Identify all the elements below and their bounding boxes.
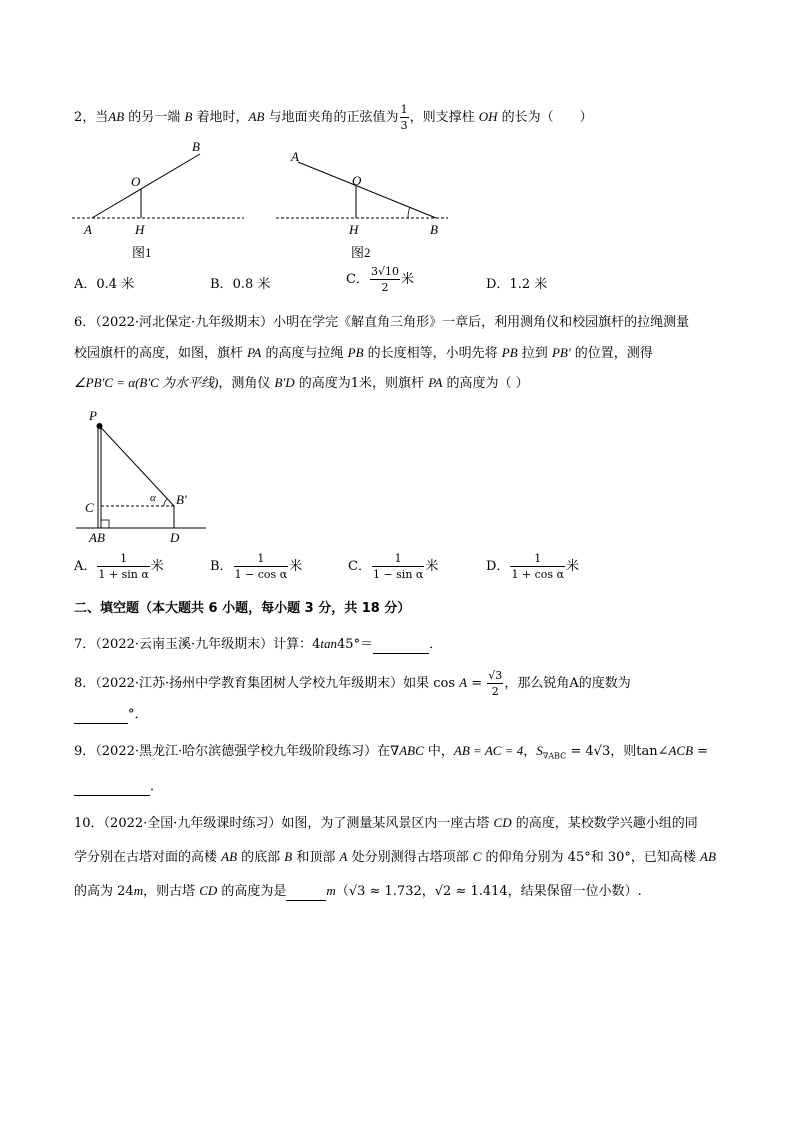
q6-line-1: 6．（2022·河北保定·九年级期末）小明在学完《解直角三角形》一章后，利用测角仪和校园旗杆的拉绳测量	[74, 315, 690, 330]
label-h: H	[135, 222, 145, 237]
segment-ab	[92, 154, 200, 218]
q10-line-2: 学分别在古塔对面的高楼 AB 的底部 B 和顶部 A 处分别测得古塔项部 C 的仰角分别为 45°和 30°，已知高楼 AB	[74, 849, 716, 865]
label-b: B	[192, 139, 200, 154]
q6-option-a[interactable]: A． $\frac{1}{\text{1 + sin α}}$ 米	[74, 552, 164, 581]
q5-figure-1	[68, 136, 258, 264]
label-alpha: α	[150, 492, 156, 504]
label-b: B	[430, 222, 438, 237]
fig2-caption: 图2	[351, 245, 371, 260]
q5-fraction: $\frac{1}{3}$	[400, 103, 408, 132]
label-h: H	[349, 222, 359, 237]
label-c: C	[85, 500, 94, 515]
label-o: O	[131, 174, 141, 189]
q8-line-1: 8．（2022·江苏·扬州中学教育集团树人学校九年级期末）如果 cos A = $\frac{√3}{2}$ ，那么锐角A的度数为	[74, 669, 631, 698]
q9-answer-blank[interactable]	[74, 781, 150, 796]
q6-line-2: 校园旗杆的高度，如图，旗杆 PA 的高度与拉绳 PB 的长度相等，小明先将 PB 拉到 PB' 的位置，测得	[74, 345, 653, 361]
q7-answer-blank[interactable]	[373, 639, 429, 654]
label-ab: AB	[89, 530, 105, 545]
right-angle-mark	[101, 520, 109, 528]
q5-figure-2	[272, 136, 462, 264]
q5-option-d[interactable]: D．1.2 米	[486, 277, 548, 292]
section-title: 二、填空题（本大题共 6 小题，每小题 3 分，共 18 分）	[74, 601, 411, 616]
angle-arc	[408, 207, 410, 218]
angle-arc	[164, 499, 167, 506]
q9-line-1: 9．（2022·黑龙江·哈尔滨德强学校九年级阶段练习）在∇ABC 中，AB = AC = 4，$S_{\nabla ABC} = 4√3$，则tan∠ACB =	[74, 743, 709, 761]
rope-pb	[100, 426, 175, 506]
fig1-caption: 图1	[132, 245, 152, 260]
label-a: A	[84, 222, 92, 237]
q6-figure	[70, 408, 220, 546]
q10-answer-blank[interactable]	[286, 886, 326, 901]
q5-stem: 2，当AB 的另一端 B 着地时，AB 与地面夹角的正弦值为 $\frac{1}{3}$ ，则支撑柱 OH 的长为（ ）	[74, 103, 593, 132]
label-p: P	[89, 408, 97, 423]
q8-line-2: °．	[74, 706, 148, 724]
label-a: A	[291, 149, 299, 164]
q10-line-3: 的高为 24m，则古塔 CD 的高度为是 m（√3 ≈ 1.732，√2 ≈ 1.414，结果保留一位小数）.	[74, 883, 642, 899]
q6-option-c[interactable]: C． $\frac{1}{\text{1 − sin α}}$ 米	[348, 552, 439, 581]
label-bprime: B'	[176, 492, 187, 507]
label-o: O	[352, 173, 362, 188]
label-d: D	[170, 530, 180, 545]
q5-option-a[interactable]: A．0.4 米	[74, 277, 135, 292]
q6-option-d[interactable]: D． $\frac{1}{\text{1 + cos α}}$ 米	[486, 552, 580, 581]
q7: 7．（2022·云南玉溪·九年级期末）计算：4tan45°＝ ．	[74, 636, 443, 652]
q9-line-2: ．	[74, 778, 163, 796]
q5-option-b[interactable]: B．0.8 米	[210, 277, 271, 292]
q5-option-c[interactable]: C． $\frac{3√10}{2}$ 米	[346, 265, 414, 294]
q6-option-b[interactable]: B． $\frac{1}{\text{1 − cos α}}$ 米	[210, 552, 303, 581]
q10-line-1: 10．（2022·全国·九年级课时练习）如图，为了测量某风景区内一座古塔 CD 的高度，某校数学兴趣小组的同	[74, 815, 698, 831]
q8-fraction: $\frac{√3}{2}$	[488, 669, 503, 698]
q6-line-3: ∠PB'C = α(B'C 为水平线)，测角仪 B'D 的高度为1米，则旗杆 PA 的高度为（ ）	[74, 375, 529, 391]
q8-answer-blank[interactable]	[74, 709, 128, 724]
segment-ab	[298, 162, 436, 218]
